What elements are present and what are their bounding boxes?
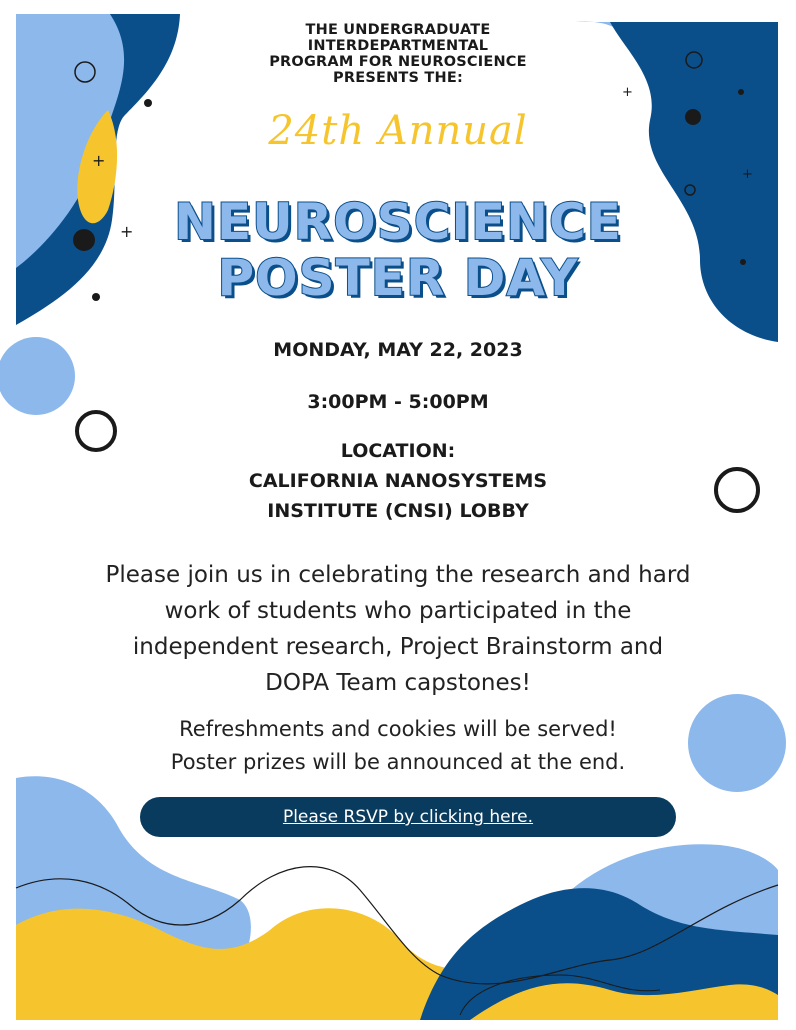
event-title-line-2: POSTER DAY	[217, 249, 579, 307]
description-line: independent research, Project Brainstorm and	[132, 634, 664, 660]
event-time: 3:00PM - 5:00PM	[307, 391, 489, 413]
rsvp-link-button[interactable]: Please RSVP by clicking here.	[140, 797, 676, 837]
svg-text:+: +	[742, 167, 753, 182]
event-description	[0, 557, 796, 701]
description-line: DOPA Team capstones!	[265, 670, 531, 696]
description-line: Please join us in celebrating the research and hard	[105, 562, 691, 588]
presenter-line: PRESENTS THE:	[333, 70, 463, 86]
location-label: LOCATION:	[340, 440, 456, 462]
svg-text:+: +	[120, 222, 134, 241]
presenter-line: PROGRAM FOR NEUROSCIENCE	[269, 54, 527, 70]
location-line-1: CALIFORNIA NANOSYSTEMS	[248, 470, 548, 492]
svg-text:+: +	[622, 85, 633, 100]
note-line: Poster prizes will be announced at the end.	[170, 750, 626, 774]
presenter-line: THE UNDERGRADUATE	[305, 22, 491, 38]
event-title-line-1: NEUROSCIENCE	[174, 193, 622, 251]
presenter-heading	[0, 22, 796, 86]
edition-subtitle: 24th Annual	[268, 108, 528, 154]
location-line-2: INSTITUTE (CNSI) LOBBY	[267, 500, 529, 522]
event-date: MONDAY, MAY 22, 2023	[273, 339, 523, 361]
description-line: work of students who participated in the	[164, 598, 632, 624]
note-line: Refreshments and cookies will be served!	[179, 717, 617, 741]
svg-text:+: +	[92, 151, 106, 170]
presenter-line: INTERDEPARTMENTAL	[307, 38, 489, 54]
event-notes	[0, 713, 796, 779]
